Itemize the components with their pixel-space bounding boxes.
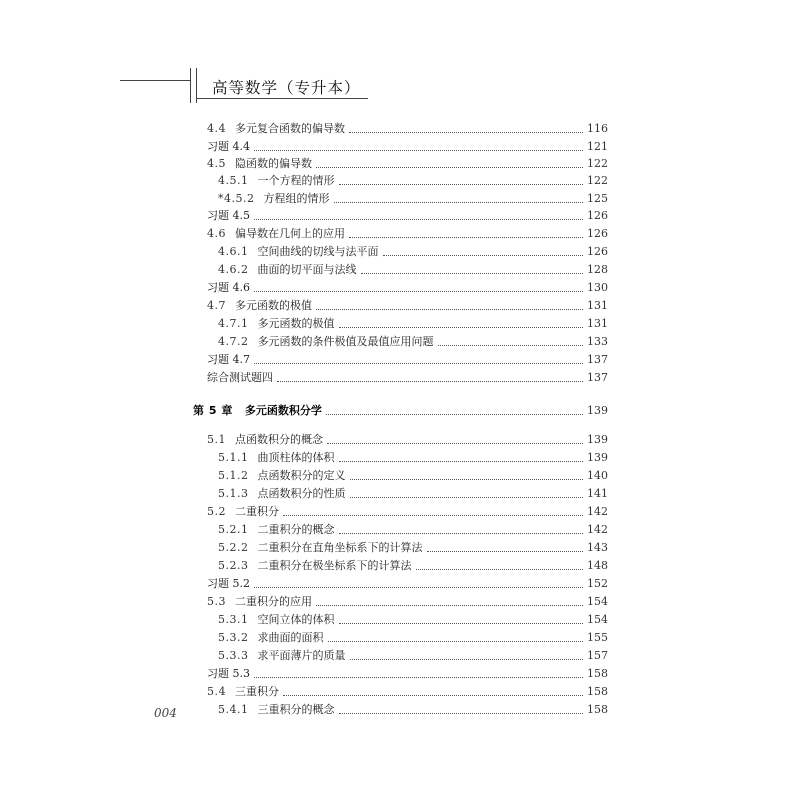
header-rule-left xyxy=(120,80,190,81)
toc-entry-page: 131 xyxy=(587,299,608,312)
toc-entry[interactable] xyxy=(207,664,608,681)
toc-entry[interactable] xyxy=(207,154,608,171)
toc-entry[interactable] xyxy=(207,350,608,367)
toc-entry-title: 多元复合函数的偏导数 xyxy=(235,122,345,135)
toc-entry-page: 125 xyxy=(587,192,608,205)
toc-entry[interactable] xyxy=(218,610,608,627)
toc-entry-page: 158 xyxy=(587,685,608,698)
toc-entry-number: 5.2.1 xyxy=(218,523,249,536)
toc-entry-number: 5.2 xyxy=(207,505,226,518)
toc-entry-page: 121 xyxy=(587,140,608,153)
toc-leader-dots xyxy=(339,327,584,328)
toc-chapter-entry[interactable] xyxy=(193,401,608,418)
toc-entry-page: 142 xyxy=(587,523,608,536)
toc-entry-title: 空间立体的体积 xyxy=(257,613,335,626)
toc-entry-title: 二重积分在直角坐标系下的计算法 xyxy=(257,541,423,554)
toc-entry-number: 5.1.2 xyxy=(218,469,249,482)
toc-leader-dots xyxy=(427,551,584,552)
toc-entry-title: 三重积分 xyxy=(235,685,279,698)
toc-leader-dots xyxy=(254,219,583,220)
toc-entry[interactable] xyxy=(218,520,608,537)
toc-entry-number: 4.4 xyxy=(207,122,226,135)
toc-entry-number: 5.4.1 xyxy=(218,703,249,716)
toc-entry-page: 133 xyxy=(587,335,608,348)
toc-entry-number: 5.4 xyxy=(207,685,226,698)
toc-entry-title: 偏导数在几何上的应用 xyxy=(235,227,345,240)
toc-entry-number: 5.2.2 xyxy=(218,541,249,554)
toc-entry-page: 126 xyxy=(587,227,608,240)
toc-entry-page: 122 xyxy=(587,157,608,170)
toc-entry[interactable] xyxy=(218,260,608,277)
toc-entry-number: 4.6.2 xyxy=(218,263,249,276)
toc-leader-dots xyxy=(283,695,583,696)
toc-entry-title: 曲顶柱体的体积 xyxy=(257,451,335,464)
toc-leader-dots xyxy=(339,713,584,714)
header-rule-right xyxy=(196,98,368,99)
toc-entry-title: 多元函数的极值 xyxy=(235,299,312,312)
toc-entry-page: 139 xyxy=(587,433,608,446)
toc-entry[interactable] xyxy=(218,448,608,465)
toc-entry-page: 154 xyxy=(587,613,608,626)
toc-leader-dots xyxy=(361,273,584,274)
toc-entry[interactable] xyxy=(218,332,608,349)
toc-leader-dots xyxy=(316,605,583,606)
toc-entry-number: 5.1 xyxy=(207,433,226,446)
toc-entry-title: 二重积分的概念 xyxy=(257,523,335,536)
toc-leader-dots xyxy=(283,515,583,516)
toc-entry-page: 148 xyxy=(587,559,608,572)
toc-entry-page: 154 xyxy=(587,595,608,608)
toc-entry-title: 习题 4.4 xyxy=(207,140,250,153)
toc-leader-dots xyxy=(254,677,583,678)
toc-leader-dots xyxy=(383,255,584,256)
toc-leader-dots xyxy=(316,309,583,310)
toc-entry-title: 二重积分 xyxy=(235,505,279,518)
toc-leader-dots xyxy=(339,461,584,462)
toc-leader-dots xyxy=(416,569,584,570)
toc-entry[interactable] xyxy=(218,484,608,501)
header-bar-1 xyxy=(190,68,191,103)
toc-entry[interactable] xyxy=(218,171,608,188)
toc-leader-dots xyxy=(316,167,583,168)
toc-entry-title: 习题 5.3 xyxy=(207,667,250,680)
toc-leader-dots xyxy=(254,363,583,364)
toc-entry[interactable] xyxy=(207,592,608,609)
toc-entry-page: 141 xyxy=(587,487,608,500)
toc-entry-page: 139 xyxy=(587,404,608,417)
toc-entry-number: 4.5.1 xyxy=(218,174,249,187)
toc-entry-page: 137 xyxy=(587,353,608,366)
toc-entry-number: 5.3.2 xyxy=(218,631,249,644)
toc-leader-dots xyxy=(350,659,584,660)
toc-entry-number: 4.7.2 xyxy=(218,335,249,348)
toc-entry[interactable] xyxy=(207,502,608,519)
toc-entry-title: 方程组的情形 xyxy=(263,192,330,205)
toc-entry-number: 5.2.3 xyxy=(218,559,249,572)
toc-entry-page: 131 xyxy=(587,317,608,330)
toc-entry[interactable] xyxy=(207,430,608,447)
toc-entry[interactable] xyxy=(218,628,608,645)
toc-entry[interactable] xyxy=(218,646,608,663)
toc-entry-number: 4.6.1 xyxy=(218,245,249,258)
toc-entry-title: 曲面的切平面与法线 xyxy=(257,263,357,276)
toc-entry-number: 5.3 xyxy=(207,595,226,608)
toc-entry-title: 隐函数的偏导数 xyxy=(235,157,312,170)
page-number: 004 xyxy=(154,706,177,720)
toc-entry-number: 5.3.3 xyxy=(218,649,249,662)
toc-leader-dots xyxy=(349,132,583,133)
toc-entry-title: 习题 5.2 xyxy=(207,577,250,590)
toc-entry[interactable] xyxy=(207,574,608,591)
toc-entry-title: 习题 4.5 xyxy=(207,209,250,222)
toc-entry-page: 137 xyxy=(587,371,608,384)
toc-entry-page: 157 xyxy=(587,649,608,662)
toc-entry-number: 5.1.3 xyxy=(218,487,249,500)
toc-entry[interactable] xyxy=(218,466,608,483)
toc-entry-page: 158 xyxy=(587,667,608,680)
toc-entry-title: 三重积分的概念 xyxy=(257,703,335,716)
toc-entry-title: 多元函数的条件极值及最值应用问题 xyxy=(257,335,434,348)
toc-entry[interactable] xyxy=(218,538,608,555)
toc-entry-title: 习题 4.6 xyxy=(207,281,250,294)
toc-entry[interactable] xyxy=(218,314,608,331)
toc-leader-dots xyxy=(254,150,583,151)
toc-leader-dots xyxy=(254,587,583,588)
toc-leader-dots xyxy=(328,641,584,642)
toc-entry-page: 152 xyxy=(587,577,608,590)
toc-entry[interactable] xyxy=(207,296,608,313)
toc-entry[interactable] xyxy=(218,700,608,717)
toc-entry-title: 多元函数积分学 xyxy=(244,404,322,417)
toc-entry-number: 4.7.1 xyxy=(218,317,249,330)
toc-entry-title: 多元函数的极值 xyxy=(257,317,335,330)
toc-leader-dots xyxy=(350,479,584,480)
toc-entry-title: 空间曲线的切线与法平面 xyxy=(257,245,379,258)
toc-leader-dots xyxy=(277,381,583,382)
toc-entry-title: 点函数积分的定义 xyxy=(257,469,346,482)
toc-entry-number: *4.5.2 xyxy=(218,192,255,205)
toc-leader-dots xyxy=(254,291,583,292)
toc-entry-number: 第 5 章 xyxy=(193,404,233,417)
toc-entry-page: 139 xyxy=(587,451,608,464)
toc-entry-title: 点函数积分的性质 xyxy=(257,487,346,500)
toc-entry-number: 4.6 xyxy=(207,227,226,240)
toc-leader-dots xyxy=(350,497,584,498)
toc-entry[interactable] xyxy=(207,119,608,136)
toc-entry[interactable] xyxy=(207,137,608,154)
toc-entry-page: 126 xyxy=(587,245,608,258)
toc-leader-dots xyxy=(339,623,584,624)
toc-leader-dots xyxy=(339,184,584,185)
toc-leader-dots xyxy=(349,237,583,238)
toc-entry-page: 128 xyxy=(587,263,608,276)
toc-entry[interactable] xyxy=(207,224,608,241)
toc-leader-dots xyxy=(339,533,584,534)
toc-entry-title: 求曲面的面积 xyxy=(257,631,324,644)
toc-leader-dots xyxy=(334,202,584,203)
toc-entry[interactable] xyxy=(207,682,608,699)
toc-entry-page: 130 xyxy=(587,281,608,294)
toc-entry-page: 158 xyxy=(587,703,608,716)
toc-entry[interactable] xyxy=(218,189,608,206)
toc-entry-number: 5.1.1 xyxy=(218,451,249,464)
toc-entry-page: 143 xyxy=(587,541,608,554)
toc-entry-title: 综合测试题四 xyxy=(207,371,273,384)
toc-entry[interactable] xyxy=(207,278,608,295)
toc-entry[interactable] xyxy=(218,556,608,573)
toc-entry-page: 126 xyxy=(587,209,608,222)
toc-entry-page: 155 xyxy=(587,631,608,644)
toc-entry[interactable] xyxy=(218,242,608,259)
toc-entry-number: 5.3.1 xyxy=(218,613,249,626)
header-title: 高等数学（专升本） xyxy=(212,79,361,97)
toc-entry-title: 习题 4.7 xyxy=(207,353,250,366)
toc-entry-title: 一个方程的情形 xyxy=(257,174,335,187)
toc-entry-page: 140 xyxy=(587,469,608,482)
toc-entry[interactable] xyxy=(207,206,608,223)
toc-entry-number: 4.7 xyxy=(207,299,226,312)
toc-entry-title: 点函数积分的概念 xyxy=(235,433,323,446)
toc-entry-title: 二重积分的应用 xyxy=(235,595,312,608)
toc-entry-page: 122 xyxy=(587,174,608,187)
toc-leader-dots xyxy=(326,414,583,415)
toc-entry-title: 二重积分在极坐标系下的计算法 xyxy=(257,559,412,572)
toc-entry-page: 142 xyxy=(587,505,608,518)
toc-entry-page: 116 xyxy=(587,122,608,135)
toc-leader-dots xyxy=(327,443,583,444)
toc-leader-dots xyxy=(438,345,584,346)
toc-entry-title: 求平面薄片的质量 xyxy=(257,649,346,662)
toc-entry-number: 4.5 xyxy=(207,157,226,170)
toc-entry[interactable] xyxy=(207,368,608,385)
